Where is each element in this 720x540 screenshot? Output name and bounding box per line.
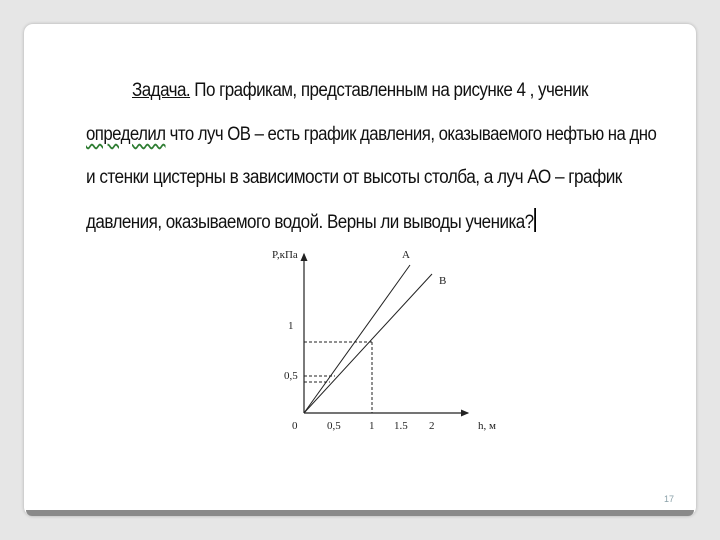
slide-bottom-bar bbox=[26, 510, 694, 516]
task-line-4 bbox=[86, 208, 536, 234]
y-tick-label: 1 bbox=[288, 320, 294, 332]
page-number: 17 bbox=[664, 494, 675, 504]
origin-label: 0 bbox=[292, 420, 298, 432]
task-line-2 bbox=[86, 124, 656, 146]
x-tick-label: 0,5 bbox=[327, 420, 341, 432]
task-line-1 bbox=[132, 80, 588, 102]
task-line-2-text: что луч ОВ – есть график давления, оказываемого нефтью на дно bbox=[165, 124, 657, 145]
x-tick-label: 1 bbox=[369, 420, 375, 432]
ray-a-label: A bbox=[402, 249, 410, 261]
ray-b bbox=[304, 274, 432, 413]
x-tick-label: 1.5 bbox=[394, 420, 408, 432]
task-heading: Задача. bbox=[132, 80, 191, 101]
task-line-4-text: давления, оказываемого водой. Верны ли выводы ученика? bbox=[86, 212, 534, 233]
ray-b-label: B bbox=[439, 275, 447, 287]
task-line-3 bbox=[86, 167, 622, 189]
text-cursor bbox=[535, 208, 537, 232]
ray-a bbox=[304, 265, 410, 413]
y-tick-label: 0,5 bbox=[284, 370, 298, 382]
x-tick-label: 2 bbox=[429, 420, 435, 432]
y-axis-label: P,кПа bbox=[272, 249, 298, 261]
x-axis-label: h, м bbox=[478, 420, 496, 432]
pressure-height-graph bbox=[260, 240, 510, 440]
task-line-3-text: и стенки цистерны в зависимости от высоты столба, а луч АО – график bbox=[86, 167, 622, 188]
spellcheck-word: определил bbox=[86, 124, 166, 145]
task-line-1-text: По графикам, представленным на рисунке 4 , ученик bbox=[190, 80, 588, 101]
